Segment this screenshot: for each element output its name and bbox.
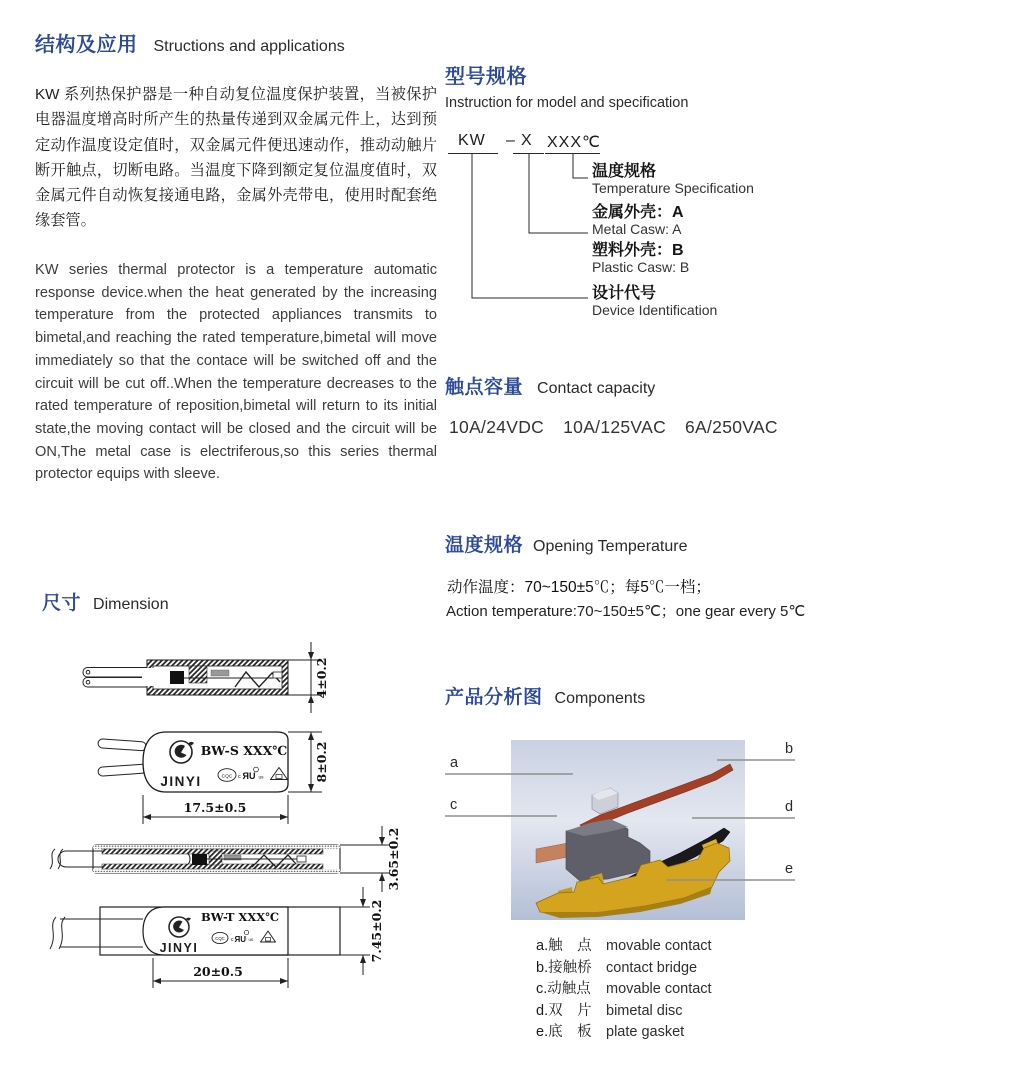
section-heading-structure xyxy=(35,28,345,57)
model-code-dash: – xyxy=(506,132,516,149)
model-title-en: Instruction for model and specification xyxy=(445,95,689,111)
contact-title-en: Contact capacity xyxy=(537,380,656,397)
temperature-title-zh: 温度规格 xyxy=(445,535,524,556)
legend-row-c: c.动触点 movable contact xyxy=(536,981,712,997)
temperature-title-en: Opening Temperature xyxy=(533,538,688,555)
callout-letter-a: a xyxy=(450,755,459,771)
drawing-metal-case-top xyxy=(98,732,329,824)
model-label-plastic-en: Plastic Casw: B xyxy=(592,259,690,275)
dim-label-body-height: 8±0.2 xyxy=(314,741,329,783)
dim-label-sleeve-body-height: 7.45±0.2 xyxy=(369,899,384,963)
svg-text:CQC: CQC xyxy=(221,774,233,780)
svg-text:us: us xyxy=(248,937,254,942)
model-label-temp-zh: 温度规格 xyxy=(592,163,657,180)
model-code-kw: KW xyxy=(458,132,486,149)
model-label-temp-en: Temperature Specification xyxy=(592,180,754,196)
model-code-x: X xyxy=(521,132,533,149)
contact-title-zh: 触点容量 xyxy=(445,377,524,398)
svg-text:c: c xyxy=(231,937,234,943)
callout-letter-b: b xyxy=(785,741,794,757)
brand-text: JINYI xyxy=(160,774,202,789)
ul-mark-icon: ЯU xyxy=(242,770,256,781)
section-heading-dimension xyxy=(42,588,169,615)
callout-letter-e: e xyxy=(785,861,794,877)
section-heading-temperature xyxy=(445,530,687,557)
model-label-device-en: Device Identification xyxy=(592,302,718,318)
ul-mark-suffix: us xyxy=(258,775,264,781)
model-label-metal-en: Metal Casw: A xyxy=(592,221,682,237)
capacity-value-125vac: 10A/125VAC xyxy=(563,417,667,437)
components-figure xyxy=(440,733,1000,933)
model-title-zh: 型号规格 xyxy=(445,66,527,88)
model-label-bwt: BW-T XXX℃ xyxy=(201,910,279,924)
dim-label-sleeve-width: 20±0.5 xyxy=(193,964,243,979)
capacity-value-dc: 10A/24VDC xyxy=(449,417,545,437)
components-title-zh: 产品分析图 xyxy=(445,687,543,708)
action-temperature-en: Action temperature:70~150±5℃；one gear every 5℃ xyxy=(446,603,806,620)
ul-mark-prefix: c xyxy=(238,774,241,780)
contact-capacity-values xyxy=(449,417,778,438)
drawing-sleeve-section xyxy=(50,826,401,892)
drawing-metal-case-section xyxy=(83,642,329,713)
components-title-en: Components xyxy=(554,690,646,707)
model-label-bws: BW-S XXX℃ xyxy=(200,743,288,758)
action-temperature-zh: 动作温度：70~150±5℃；每5℃一档； xyxy=(447,579,711,596)
legend-row-b: b.接触桥 contact bridge xyxy=(536,959,698,976)
brand-text: JINYI xyxy=(159,941,199,955)
structure-paragraph-en: KW series thermal protector is a temperature automatic response device.when the heat generated by the increasing temperature from the protected appliances transmits to bimetal,and reaching the rated temperature,bimetal will move immediately so that the contace will be switched off and the circuit will be cut off..When the temperature decreases to the rated temperature of reposition,bimetal will return to its initial state,the moving contact will be closed and the circuit will be ON,The metal case is electriferous,so this series thermal protector equips with sleeve. xyxy=(35,262,437,483)
section-heading-contact xyxy=(445,372,655,399)
structure-paragraph-zh: KW 系列热保护器是一种自动复位温度保护装置，当被保护电器温度增高时所产生的热量传递到双金属元件上，达到预定动作温度设定值时，双金属元件便迅速动作，推动动触片断开触点，切断电路。当温度下降到额定复位温度值时，双金属元件自动恢复接通电路，金属外壳带电，使用时配套绝缘套管。 xyxy=(35,86,437,230)
dim-label-body-width: 17.5±0.5 xyxy=(183,800,247,815)
structure-title-en: Structions and applications xyxy=(153,38,345,55)
model-connector-lines xyxy=(445,125,990,325)
structure-title-zh: 结构及应用 xyxy=(35,34,138,56)
model-code-temp: XXX℃ xyxy=(547,134,601,151)
dimension-title-en: Dimension xyxy=(93,596,169,613)
legend-row-d: d.双 片 bimetal disc xyxy=(536,1002,683,1019)
svg-text:CQC: CQC xyxy=(215,936,225,941)
dimension-title-zh: 尺寸 xyxy=(42,593,82,614)
legend-row-e: e.底 板 plate gasket xyxy=(536,1024,685,1040)
section-heading-components xyxy=(445,682,645,709)
section-heading-model xyxy=(445,60,688,111)
model-label-plastic-zh: 塑料外壳：B xyxy=(592,242,684,259)
ul-mark-icon: ЯU xyxy=(234,934,247,944)
dimension-drawings xyxy=(30,618,440,1010)
model-label-metal-zh: 金属外壳：A xyxy=(592,204,684,221)
legend-row-a: a.触 点 movable contact xyxy=(536,938,712,954)
dim-label-case-height: 4±0.2 xyxy=(314,657,329,699)
dim-label-sleeve-height: 3.65±0.2 xyxy=(386,827,401,891)
drawing-sleeve-top xyxy=(50,887,384,988)
callout-letter-c: c xyxy=(450,797,458,813)
components-legend xyxy=(536,936,712,1044)
capacity-value-250vac: 6A/250VAC xyxy=(685,417,778,437)
model-label-device-zh: 设计代号 xyxy=(592,285,657,302)
callout-letter-d: d xyxy=(785,799,794,815)
